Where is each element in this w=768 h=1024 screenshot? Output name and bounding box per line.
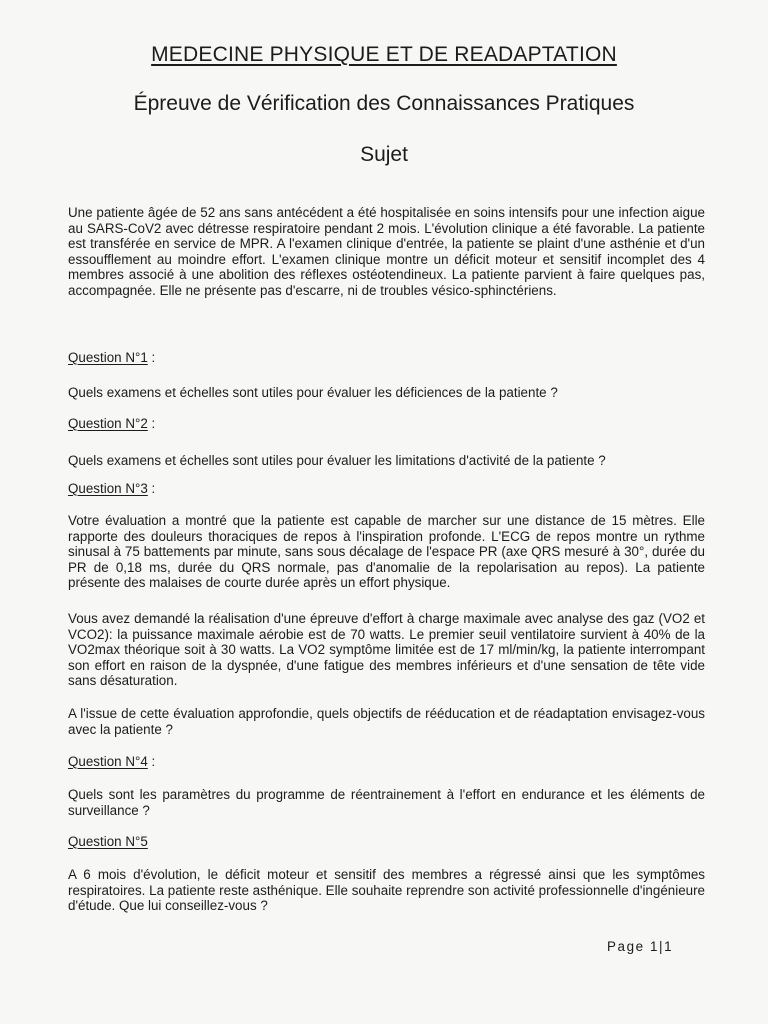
- question-text: A 6 mois d'évolution, le déficit moteur et sensitif des membres a régressé ainsi que les symptômes respiratoires. La patiente reste asthénique. Elle souhaite reprendre son activité professionnelle d'ingénieure d'étude. Que lui conseillez-vous ?: [68, 867, 705, 914]
- question-suffix: :: [147, 416, 156, 431]
- section-title: Sujet: [360, 143, 408, 166]
- question-label: Question N°5: [68, 834, 148, 849]
- question-heading: [68, 416, 155, 432]
- question-label: Question N°1: [68, 350, 148, 365]
- question-suffix: :: [147, 754, 156, 769]
- page-number: Page 1|1: [607, 939, 674, 954]
- main-title: MEDECINE PHYSIQUE ET DE READAPTATION: [151, 43, 617, 66]
- question-text: Quels sont les paramètres du programme de réentrainement à l'effort en endurance et les éléments de surveillance ?: [68, 787, 705, 818]
- question-text: Quels examens et échelles sont utiles pour évaluer les déficiences de la patiente ?: [68, 385, 558, 400]
- question-heading: [68, 754, 155, 770]
- question-label: Question N°4: [68, 754, 148, 769]
- question-suffix: :: [147, 481, 156, 496]
- question-heading: [68, 481, 155, 497]
- question-label: Question N°2: [68, 416, 148, 431]
- question-text: A l'issue de cette évaluation approfondie, quels objectifs de rééducation et de réadaptation envisagez-vous avec la patiente ?: [68, 706, 705, 737]
- exam-subtitle: Épreuve de Vérification des Connaissances Pratiques: [133, 92, 635, 115]
- question-suffix: :: [147, 350, 156, 365]
- question-text: Vous avez demandé la réalisation d'une épreuve d'effort à charge maximale avec analyse des gaz (VO2 et VCO2): la puissance maximale aérobie est de 70 watts. Le premier seuil ventilatoire survient à 40% de la VO2max théorique soit à 30 watts. La VO2 symptôme limitée est de 17 ml/min/kg, la patiente interrompant son effort en raison de la dyspnée, d'une fatigue des membres inférieurs et d'une sensation de tête vide sans désaturation.: [68, 611, 705, 689]
- question-text: Votre évaluation a montré que la patiente est capable de marcher sur une distance de 15 mètres. Elle rapporte des douleurs thoraciques de repos à l'inspiration profonde. L'ECG de repos montre un rythme sinusal à 75 battements par minute, sans sous décalage de l'espace PR (axe QRS mesuré à 30°, durée du PR de 0,18 ms, durée du QRS normale, pas d'anomalie de la repolarisation au repos). La patiente présente des malaises de courte durée après un effort physique.: [68, 513, 705, 591]
- question-heading: [68, 350, 155, 366]
- question-text: Quels examens et échelles sont utiles pour évaluer les limitations d'activité de la patiente ?: [68, 453, 606, 468]
- question-label: Question N°3: [68, 481, 148, 496]
- case-description: Une patiente âgée de 52 ans sans antécédent a été hospitalisée en soins intensifs pour une infection aigue au SARS-CoV2 avec détresse respiratoire pendant 2 mois. L'évolution clinique a été favorable. La patiente est transférée en service de MPR. A l'examen clinique d'entrée, la patiente se plaint d'une asthénie et d'un essoufflement au moindre effort. L'examen clinique montre un déficit moteur et sensitif incomplet des 4 membres associé à une abolition des réflexes ostéotendineux. La patiente parvient à faire quelques pas, accompagnée. Elle ne présente pas d'escarre, ni de troubles vésico-sphinctériens.: [68, 205, 705, 298]
- question-heading: [68, 834, 148, 850]
